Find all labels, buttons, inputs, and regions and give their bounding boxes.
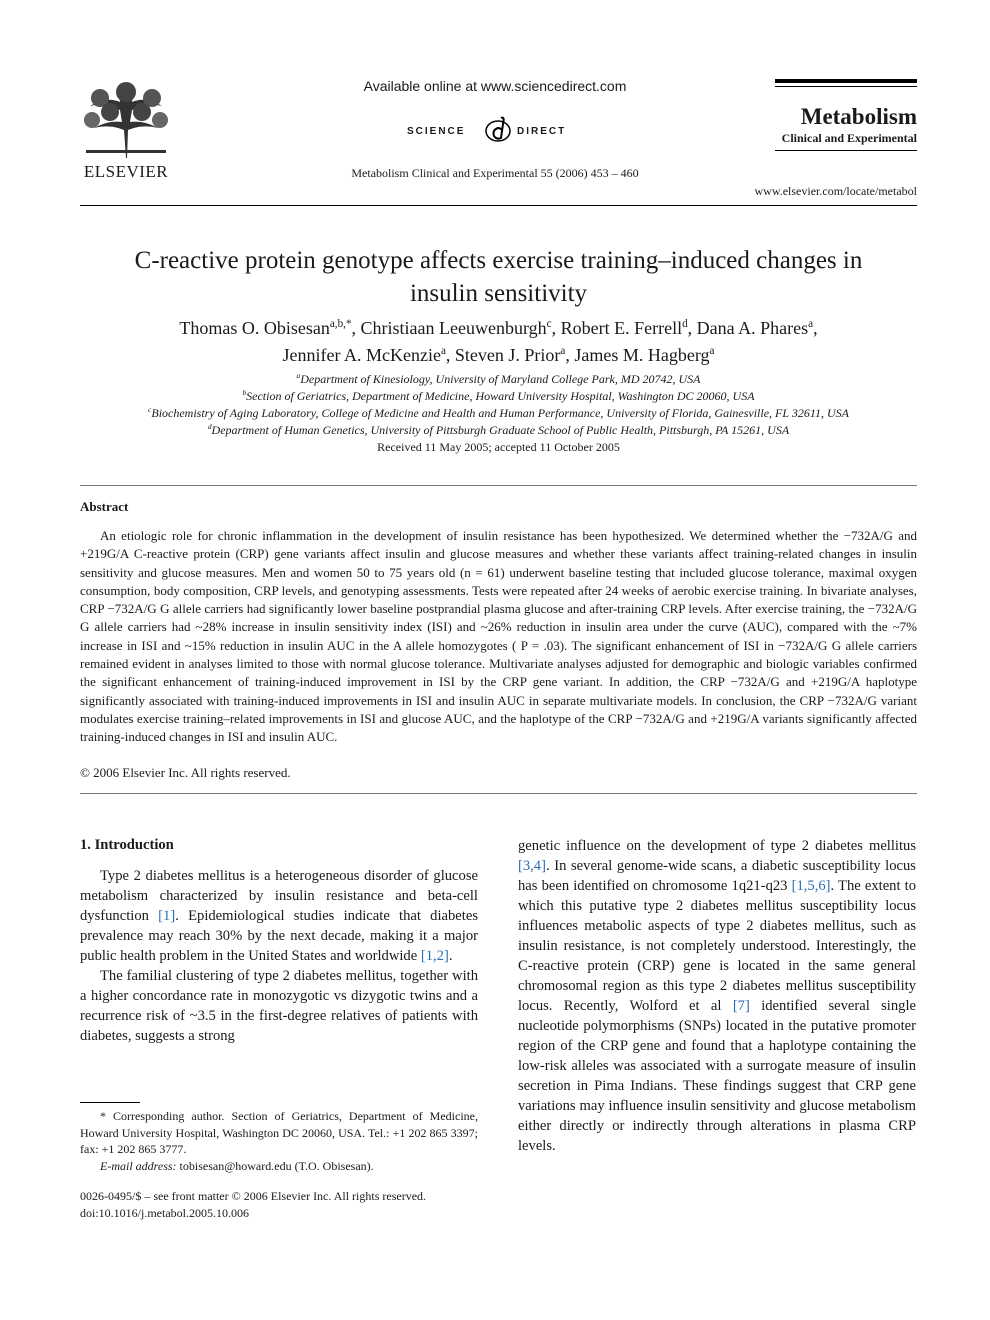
affiliation-text: Department of Human Genetics, University of Pittsburgh Graduate School of Public Health, Pittsburgh, PA 15261, USA [211, 423, 790, 437]
abstract-copyright: © 2006 Elsevier Inc. All rights reserved. [80, 765, 291, 780]
affiliation [80, 422, 917, 439]
affiliation-sup: b [242, 388, 247, 397]
author-list: Thomas O. Obisesan$^{a,b,*}$, Christiaan Leeuwenburgh$^c$, Robert E. Ferrell$^d$, Dana A. Phares$^a$, Jennifer A. McKenzie$^a$, Steven J. Prior$^a$, James M. Hagberg$^a$ [179, 318, 818, 365]
affiliation [80, 405, 917, 422]
author-affil-sup: a [440, 345, 446, 357]
citation-link[interactable]: [1] [158, 908, 176, 924]
abstract-top-divider [80, 485, 917, 486]
abstract-text: An etiologic role for chronic inflammation in the development of insulin resistance has been hypothesized. We determined whether the −732A/G and +219G/A C-reactive protein (CRP) gene variants affect insulin and glucose measures and whether these variants affect training-related changes in insulin sensitivity and glucose measures. Men and women 50 to 75 years old (n = 61) underwent baseline testing that included glucose tolerance, maximal oxygen consumption, body composition, CRP levels, and genotyping assessments. Tests were repeated after 24 weeks of aerobic exercise training. In bivariate analyses, CRP −732A/G G allele carriers had significantly lower baseline postprandial plasma glucose and after-training CRP levels. After exercise training, the −732A/G G allele carriers had ~28% increase in insulin sensitivity index (ISI) and ~26% reduction in insulin area under the curve (AUC), compared with the ~7% increase in ISI and ~15% reduction in insulin AUC in the A allele homozygotes ( P = .03). The significant enhancement of ISI in −732A/G G allele carriers remained evident in analyses limited to those with normal glucose tolerance. Multivariate analyses adjusted for demographic and biologic variables confirmed the significant enhancement of training-induced improvement in ISI by the CRP gene variant. In addition, the CRP −732A/G and +219G/A haplotype significantly associated with training-induced improvements in ISI and insulin AUC in separate multivariate models. In conclusion, the CRP −732A/G variant modulates exercise training–related improvements in ISI and glucose AUC, and the haplotype of the CRP −732A/G and +219G/A variants significantly affected training-induced changes in ISI and insulin AUC. [80, 528, 917, 745]
author-name: Dana A. Phares [696, 318, 809, 338]
affiliation-text: Biochemistry of Aging Laboratory, College of Medicine and Health and Human Performance, University of Florida, Gainesville, FL 32611, USA [151, 406, 849, 420]
affiliation-text: Department of Kinesiology, University of Maryland College Park, MD 20742, USA [300, 372, 701, 386]
abstract-body [80, 527, 917, 747]
author-affil-sup: a,b,* [329, 318, 352, 330]
author-affil-sup: a [808, 318, 814, 330]
sciencedirect-logo [405, 112, 595, 152]
author-name: Jennifer A. McKenzie [282, 345, 441, 365]
email-label: E-mail address: [100, 1158, 177, 1173]
affiliation-sup: d [207, 422, 212, 431]
paragraph-text: Type 2 diabetes mellitus is a heterogeneous disorder of glucose metabolism characterized by insulin resistance and beta-cell dysfunction [80, 868, 478, 924]
sciencedirect-d-icon [483, 114, 513, 144]
author-affil-sup: a [709, 345, 715, 357]
header-divider [80, 205, 917, 206]
elsevier-logo [80, 80, 172, 180]
paragraph-text: . The extent to which this putative type 2 diabetes mellitus susceptibility locus influences metabolic aspects of type 2 diabetes mellitus, such as insulin resistance, is not completely understood. Interestingly, the C-reactive protein (CRP) gene is located in the same general chromosomal region as this type 2 diabetes mellitus susceptibility locus. Recently, Wolford et al [518, 878, 916, 1014]
journal-rule [775, 79, 917, 83]
author-name: Steven J. Prior [454, 345, 561, 365]
affiliation [80, 371, 917, 388]
author-affil-sup: c [546, 318, 552, 330]
left-column [80, 866, 478, 1046]
paragraph: The familial clustering of type 2 diabetes mellitus, together with a higher concordance rate in monozygotic vs dizygotic twins and a recurrence risk of ~3.5 in the first-degree relatives of patients with diabetes, suggests a strong [80, 968, 478, 1044]
front-matter-info [80, 1188, 478, 1221]
author-affil-sup: d [682, 318, 688, 330]
author-name: Christiaan Leeuwenburgh [360, 318, 547, 338]
title-line: insulin sensitivity [409, 280, 588, 307]
citation-link[interactable]: [1,5,6] [791, 878, 831, 894]
paragraph [80, 866, 478, 966]
publisher-name: ELSEVIER [83, 162, 169, 181]
affiliation-sup: a [296, 371, 301, 380]
section-heading: 1. Introduction [80, 837, 174, 853]
author-name: Thomas O. Obisesan [179, 318, 330, 338]
affiliations [80, 371, 917, 439]
article-title [80, 244, 917, 310]
paragraph-text: . In several genome-wide scans, a diabetic susceptibility locus has been identified on chromosome 1q21-q23 [518, 858, 916, 894]
available-online-text: Available online at www.sciencedirect.com [363, 78, 627, 94]
elsevier-tree-icon [80, 80, 172, 160]
corresponding-author-note: * Corresponding author. Section of Geriatrics, Department of Medicine, Howard University Hospital, Washington DC 20060, USA. Tel.: +1 202 865 3397; fax: +1 202 865 3777. [80, 1109, 478, 1156]
issn-line: 0026-0495/$ – see front matter © 2006 Elsevier Inc. All rights reserved. [80, 1189, 427, 1203]
journal-rule [775, 150, 917, 151]
right-column [518, 836, 916, 1156]
affiliation [80, 388, 917, 405]
abstract-bottom-divider [80, 793, 917, 794]
sciencedirect-right-word: DIRECT [517, 126, 567, 137]
doi-line[interactable]: doi:10.1016/j.metabol.2005.10.006 [80, 1205, 249, 1220]
received-dates: Received 11 May 2005; accepted 11 October 2005 [377, 440, 620, 454]
paragraph-text: . [448, 948, 453, 964]
sciencedirect-left-word: SCIENCE [407, 126, 466, 137]
title-line: C-reactive protein genotype affects exercise training–induced changes in [134, 247, 863, 274]
abstract-heading: Abstract [80, 499, 129, 514]
journal-url-link[interactable]: www.elsevier.com/locate/metabol [754, 184, 917, 198]
citation-link[interactable]: [7] [732, 998, 750, 1014]
journal-rule [775, 86, 917, 87]
journal-subtitle: Clinical and Experimental [781, 131, 917, 145]
paragraph [518, 836, 916, 1156]
paragraph-text: . Epidemiological studies indicate that diabetes prevalence may reach 30% by the next decade, making it a major public health problem in the United States and worldwide [80, 908, 478, 964]
citation-link[interactable]: [3,4] [518, 858, 546, 874]
citation-link[interactable]: [1,2] [420, 948, 449, 964]
footnote-divider [80, 1102, 140, 1103]
paragraph-text: identified several single nucleotide polymorphisms (SNPs) located in the putative promoter region of the CRP gene and found that a haplotype containing the low-risk alleles was associated with a surrogate measure of insulin secretion in Pima Indians. These findings suggest that CRP gene variations may influence insulin sensitivity and glucose metabolism either directly or indirectly through alterations in plasma CRP levels. [518, 998, 916, 1154]
author-affil-sup: a [560, 345, 566, 357]
journal-citation: Metabolism Clinical and Experimental 55 (2006) 453 – 460 [351, 166, 639, 180]
email-address[interactable]: tobisesan@howard.edu (T.O. Obisesan). [176, 1158, 374, 1173]
affiliation-text: Section of Geriatrics, Department of Medicine, Howard University Hospital, Washington DC 20060, USA [246, 389, 755, 403]
email-note [80, 1158, 478, 1175]
affiliation-sup: c [148, 405, 152, 414]
author-name: James M. Hagberg [574, 345, 710, 365]
footnote [80, 1108, 478, 1174]
journal-name: Metabolism [800, 104, 917, 129]
paragraph-text: genetic influence on the development of type 2 diabetes mellitus [518, 838, 916, 854]
author-name: Robert E. Ferrell [560, 318, 683, 338]
